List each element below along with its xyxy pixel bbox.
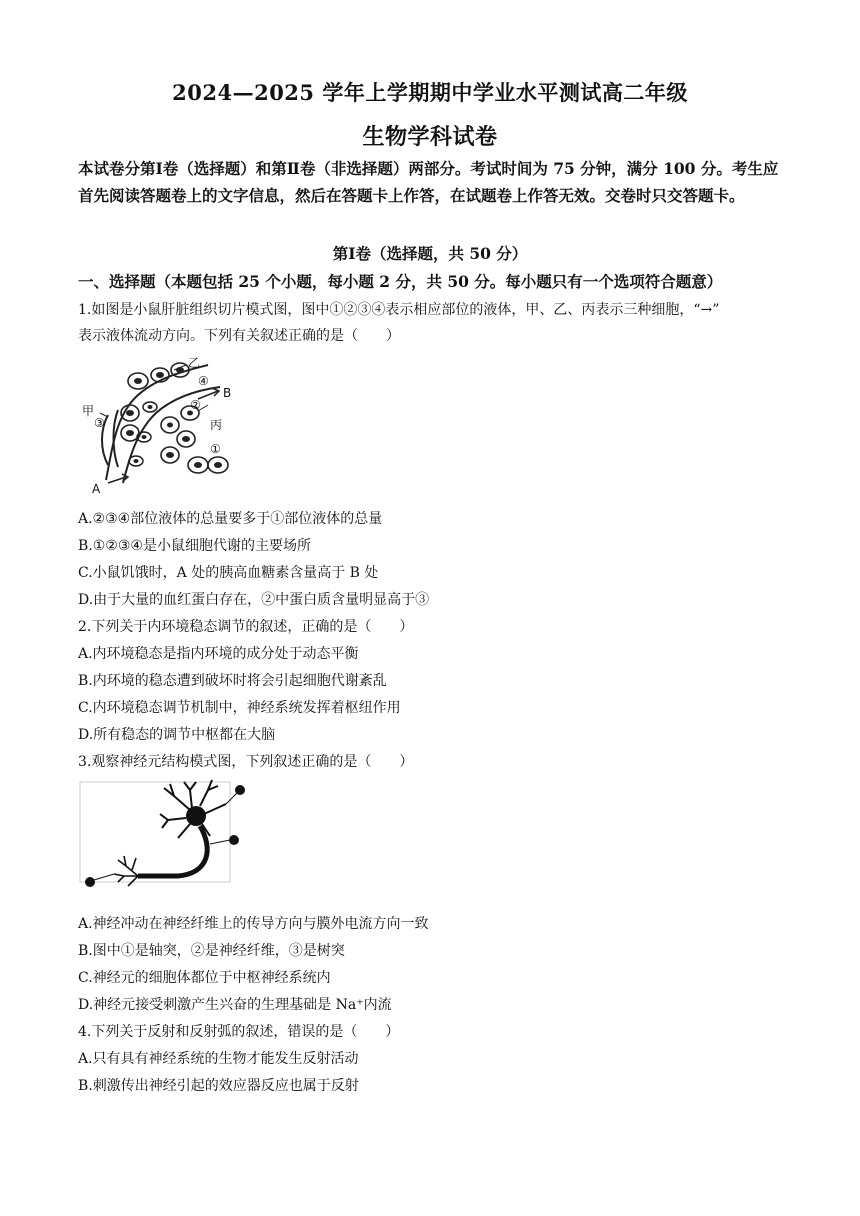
section-heading: 一、选择题（本题包括 25 个小题，每小题 2 分，共 50 分。每小题只有一个选项符合题意） — [78, 272, 723, 291]
q3-option-d: D.神经元接受刺激产生兴奋的生理基础是 Na⁺内流 — [78, 997, 392, 1013]
q4-stem: 4.下列关于反射和反射弧的叙述，错误的是（ ） — [78, 1024, 400, 1040]
exam-subtitle: 生物学科试卷 — [362, 124, 498, 150]
q3-option-b: B.图中①是轴突，②是神经纤维，③是树突 — [78, 943, 345, 959]
q2-option-a: A.内环境稳态是指内环境的成分处于动态平衡 — [78, 646, 359, 662]
q2-option-c: C.内环境稳态调节机制中，神经系统发挥着枢纽作用 — [78, 700, 401, 716]
fig-label-2: ② — [190, 398, 201, 412]
fig-label-jia: 甲 — [82, 404, 95, 418]
q2-stem: 2.下列关于内环境稳态调节的叙述，正确的是（ ） — [78, 619, 414, 635]
q2-option-d: D.所有稳态的调节中枢都在大脑 — [78, 727, 276, 743]
q1-option-b: B.①②③④是小鼠细胞代谢的主要场所 — [78, 538, 311, 554]
q3-option-a: A.神经冲动在神经纤维上的传导方向与膜外电流方向一致 — [78, 916, 429, 932]
fig-label-bing: 丙 — [210, 418, 223, 432]
exam-title: 2024—2025 学年上学期期中学业水平测试高二年级 — [172, 80, 688, 105]
neuron-figure — [78, 778, 253, 893]
q1-option-a: A.②③④部位液体的总量要多于①部位液体的总量 — [78, 511, 383, 527]
q1-option-d: D.由于大量的血红蛋白存在，②中蛋白质含量明显高于③ — [78, 592, 430, 608]
fig-label-1: ① — [210, 442, 221, 456]
q1-option-c: C.小鼠饥饿时，A 处的胰高血糖素含量高于 B 处 — [78, 565, 379, 581]
fig-label-A: A — [92, 482, 101, 495]
fig-label-B: B — [223, 386, 232, 400]
fig-label-3: ③ — [94, 416, 105, 430]
fig-label-4: ④ — [198, 374, 209, 388]
q3-option-c: C.神经元的细胞体都位于中枢神经系统内 — [78, 970, 331, 986]
exam-instructions: 本试卷分第Ⅰ卷（选择题）和第Ⅱ卷（非选择题）两部分。考试时间为 75 分钟，满分 100 分。考生应首先阅读答题卷上的文字信息，然后在答题卡上作答，在试题卷上作答无效。交卷时只交答题卡。 — [78, 159, 779, 205]
section-title: 第Ⅰ卷（选择题，共 50 分） — [332, 244, 528, 263]
liver-tissue-figure — [78, 355, 258, 495]
q2-option-b: B.内环境的稳态遭到破坏时将会引起细胞代谢紊乱 — [78, 673, 387, 689]
q1-stem-line1: 1.如图是小鼠肝脏组织切片模式图，图中①②③④表示相应部位的液体，甲、乙、丙表示三种细胞，“→” — [78, 302, 720, 318]
q1-stem-line2: 表示液体流动方向。下列有关叙述正确的是（ ） — [78, 328, 400, 344]
q4-option-a: A.只有具有神经系统的生物才能发生反射活动 — [78, 1051, 359, 1067]
q4-option-b: B.刺激传出神经引起的效应器反应也属于反射 — [78, 1078, 359, 1094]
q3-stem: 3.观察神经元结构模式图，下列叙述正确的是（ ） — [78, 754, 414, 770]
fig-label-yi: 乙 — [188, 356, 201, 370]
